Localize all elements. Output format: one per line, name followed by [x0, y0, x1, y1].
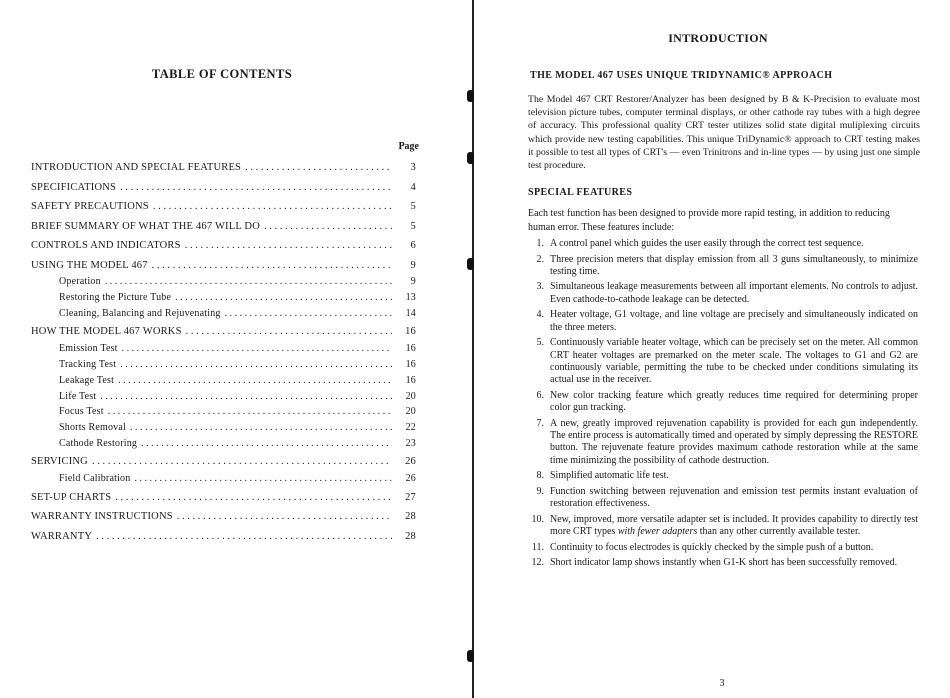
toc-entry	[31, 357, 416, 373]
feature-item	[528, 470, 918, 482]
toc-entry-page: 26	[405, 473, 416, 485]
feature-text: Function switching between rejuvenation and emission test permits instant evaluation of restoration effectiveness.	[550, 485, 918, 510]
toc-entry	[31, 274, 416, 290]
toc-entry-page: 16	[405, 374, 416, 386]
toc-entry	[31, 255, 416, 275]
binding-hole	[467, 258, 474, 270]
feature-item	[528, 418, 918, 467]
feature-item	[528, 390, 918, 415]
toc-entry-label: Operation	[59, 276, 101, 288]
toc-entry-label: WARRANTY INSTRUCTIONS	[31, 511, 173, 523]
feature-text: A new, greatly improved rejuvenation capability is provided for each gun independently. The entire process is automatically timed and operated by simply depressing the RESTORE button. The rejuvenate feature provides maximum cathode restoration while at the same time minimizing the possibility of cathode destruction.	[550, 417, 918, 466]
toc-entry-label: SET-UP CHARTS	[31, 491, 112, 503]
toc-leader-dots	[175, 292, 392, 303]
page-spine	[472, 0, 474, 698]
toc-entry-page: 16	[405, 343, 416, 355]
toc-entry-page: 27	[405, 491, 416, 503]
toc-leader-dots	[185, 240, 392, 251]
toc-leader-dots	[100, 391, 392, 402]
feature-item	[528, 254, 918, 279]
feature-number: 10.	[531, 513, 544, 525]
page-heading: INTRODUCTION	[668, 31, 768, 45]
toc-entry-label: BRIEF SUMMARY OF WHAT THE 467 WILL DO	[31, 220, 260, 232]
toc-leader-dots	[186, 326, 392, 337]
toc-entry-page: 4	[410, 181, 416, 193]
toc-leader-dots	[177, 511, 392, 522]
feature-item	[528, 557, 918, 569]
feature-item	[528, 238, 918, 250]
feature-text: Short indicator lamp shows instantly when G1-K short has been successfully removed.	[550, 557, 898, 569]
toc-leader-dots	[153, 201, 392, 212]
feature-text: A control panel which guides the user easily through the correct test sequence.	[550, 238, 864, 249]
feature-text: Continuity to focus electrodes is quickly checked by the simple push of a button.	[550, 541, 874, 553]
section-body: The Model 467 CRT Restorer/Analyzer has been designed by B & K-Precision to evaluate most television picture tubes, computer terminal displays, or other cathode ray tubes with a high degree of accuracy. This professional quality CRT tester utilizes solid state digital muliplexing circuits which provide new testing capabilities. This unique TriDynamic® approach to CRT testing makes it possible to test all types of CRT's — even Trinitrons and in-line types — by using just one simple test procedure.	[528, 94, 920, 172]
toc-entry-page: 16	[405, 359, 416, 371]
toc-entry-page: 14	[405, 307, 416, 319]
toc-leader-dots	[264, 221, 392, 232]
toc-entry-label: Shorts Removal	[59, 422, 126, 434]
toc-entry	[31, 321, 416, 341]
toc-entry-label: Focus Test	[59, 406, 104, 418]
toc-entry	[31, 487, 416, 507]
toc-entry-label: Leakage Test	[59, 374, 115, 386]
feature-text: Heater voltage, G1 voltage, and line voltage are precisely and simultaneously indicated on the three meters.	[550, 309, 918, 333]
toc-leader-dots	[108, 406, 392, 417]
binding-hole	[467, 650, 474, 662]
toc-entry	[31, 341, 416, 357]
toc-entry-page: 20	[405, 390, 416, 402]
toc-leader-dots	[141, 438, 392, 449]
toc-entry-label: WARRANTY	[31, 530, 93, 542]
toc-entry-label: SAFETY PRECAUTIONS	[31, 201, 149, 212]
toc-entry	[31, 404, 416, 420]
feature-text: Simultaneous leakage measurements between all important elements. No controls to adjust. Even cathode-to-cathode leakage can be detected.	[550, 281, 918, 305]
feature-number: 9.	[536, 485, 544, 497]
feature-text-emphasis: with fewer adapters	[617, 525, 698, 537]
toc-leader-dots	[152, 260, 392, 271]
feature-number: 3.	[536, 281, 544, 293]
section-title: SPECIAL FEATURES	[528, 187, 633, 198]
toc-leader-dots	[115, 492, 392, 503]
toc-leader-dots	[118, 375, 392, 386]
toc-entry	[31, 372, 416, 388]
toc-leader-dots	[92, 456, 392, 467]
toc-entry	[31, 451, 416, 471]
toc-leader-dots	[105, 276, 392, 287]
feature-text-part: New, improved, more versatile adapter set is included. It provides capability to directly test more CRT types	[550, 513, 918, 537]
section-title: THE MODEL 467 USES UNIQUE TRIDYNAMIC® APPROACH	[530, 70, 833, 81]
feature-text: Continuously variable heater voltage, which can be precisely set on the meter. All common CRT heater voltages are premarked on the meter scale. The voltages to G1 and G2 are continuously variable, permitting the tube to be checked under conditions simulating its actual use in the receiver.	[550, 337, 918, 386]
toc-entry-page: 9	[410, 276, 416, 288]
toc-entry	[31, 471, 416, 487]
toc-entry-label: Cleaning, Balancing and Rejuvenating	[59, 307, 221, 319]
feature-number: 1.	[536, 238, 544, 249]
feature-text	[550, 514, 918, 539]
toc-entry-page: 16	[405, 326, 416, 338]
toc-entry	[31, 196, 416, 216]
feature-number: 11.	[531, 541, 544, 553]
toc-leader-dots	[120, 182, 392, 193]
toc-entry-label: Restoring the Picture Tube	[59, 292, 172, 304]
feature-item	[528, 281, 918, 306]
toc-title: TABLE OF CONTENTS	[151, 67, 293, 81]
toc-leader-dots	[130, 422, 392, 433]
feature-text: Three precision meters that display emission from all 3 guns simultaneously, to minimize testing time.	[550, 253, 918, 277]
toc-entry-label: Life Test	[59, 390, 97, 402]
binding-hole	[467, 90, 474, 102]
toc-entry-label: USING THE MODEL 467	[31, 259, 148, 271]
table-of-contents	[31, 157, 416, 545]
toc-leader-dots	[225, 308, 392, 319]
toc-leader-dots	[96, 531, 392, 542]
feature-number: 12.	[531, 557, 544, 569]
toc-entry-page: 3	[410, 162, 416, 173]
toc-entry	[31, 420, 416, 436]
feature-number: 2.	[536, 253, 544, 265]
toc-entry-label: Emission Test	[59, 343, 118, 355]
toc-entry-page: 6	[410, 240, 416, 251]
toc-entry	[31, 506, 416, 526]
feature-number: 5.	[536, 337, 544, 349]
toc-entry-label: Tracking Test	[59, 359, 117, 371]
toc-entry	[31, 216, 416, 236]
toc-leader-dots	[245, 162, 392, 173]
toc-entry	[31, 526, 416, 546]
toc-entry	[31, 177, 416, 197]
toc-entry-label: SERVICING	[31, 456, 88, 468]
feature-item	[528, 514, 918, 539]
page-number: 3	[719, 678, 725, 689]
toc-entry	[31, 306, 416, 322]
binding-hole	[467, 152, 474, 164]
toc-entry-page: 9	[410, 259, 416, 271]
toc-entry-label: HOW THE MODEL 467 WORKS	[31, 326, 182, 338]
toc-entry	[31, 290, 416, 306]
feature-number: 8.	[536, 470, 544, 482]
toc-entry-page: 13	[405, 292, 416, 304]
toc-entry	[31, 436, 416, 452]
features-list	[528, 238, 918, 573]
toc-leader-dots	[120, 359, 392, 370]
toc-leader-dots	[122, 343, 392, 354]
section-lead: Each test function has been designed to provide more rapid testing, in addition to reducing human error. These features include:	[528, 208, 890, 233]
toc-leader-dots	[134, 473, 392, 484]
feature-item	[528, 542, 918, 554]
toc-entry	[31, 157, 416, 177]
feature-number: 7.	[536, 417, 544, 429]
feature-item	[528, 337, 918, 386]
toc-entry-label: SPECIFICATIONS	[31, 181, 117, 193]
feature-item	[528, 486, 918, 511]
toc-entry-page: 28	[405, 530, 416, 542]
feature-item	[528, 309, 918, 334]
toc-entry-page: 22	[405, 422, 416, 434]
toc-entry-page: 26	[405, 456, 416, 468]
feature-text: New color tracking feature which greatly reduces time required for determining proper color gun tracking.	[550, 389, 918, 414]
toc-entry-label: Cathode Restoring	[59, 437, 138, 449]
feature-text: Simplified automatic life test.	[550, 470, 669, 482]
toc-entry-page: 20	[405, 406, 416, 418]
toc-entry-page: 28	[405, 511, 416, 523]
feature-text-part: than any other currently available tester.	[697, 525, 861, 537]
toc-entry-page: 5	[410, 220, 416, 232]
toc-page-column-header: Page	[398, 141, 419, 152]
toc-entry	[31, 235, 416, 255]
feature-number: 6.	[536, 389, 544, 401]
toc-entry-label: CONTROLS AND INDICATORS	[31, 240, 181, 251]
feature-number: 4.	[536, 309, 544, 321]
toc-entry-page: 5	[410, 201, 416, 212]
toc-entry	[31, 388, 416, 404]
toc-entry-label: Field Calibration	[59, 473, 131, 485]
toc-entry-page: 23	[405, 437, 416, 449]
toc-entry-label: INTRODUCTION AND SPECIAL FEATURES	[31, 162, 242, 173]
